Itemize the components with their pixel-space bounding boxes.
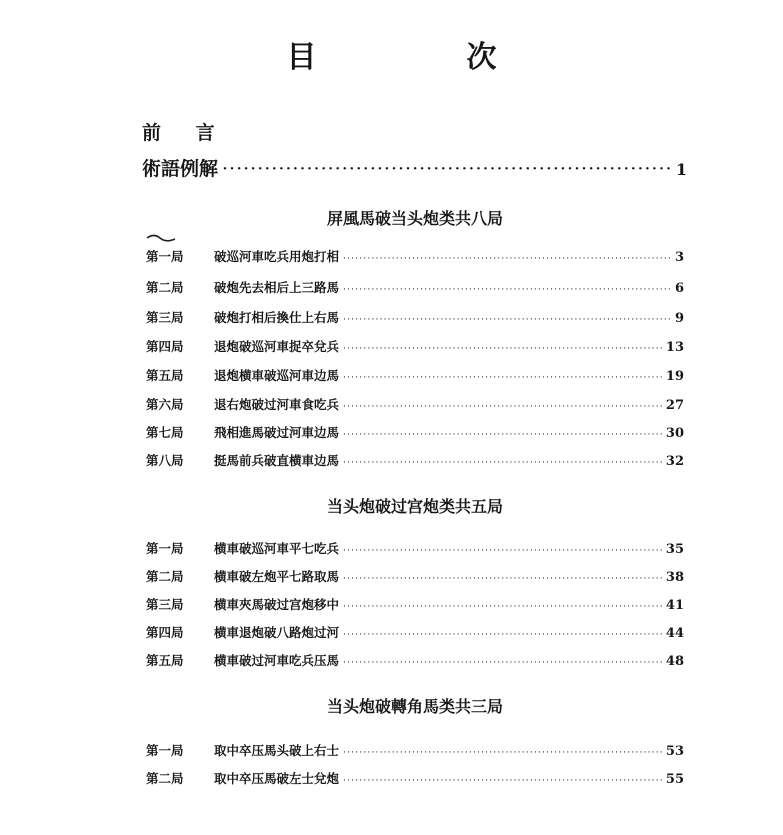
toc-entry[interactable] — [146, 337, 684, 355]
entry-title: 退炮破巡河車捉卒兌兵 — [214, 339, 340, 354]
page-number: 30 — [665, 426, 684, 441]
toc-terms[interactable] — [142, 154, 687, 181]
entry-title: 横車破巡河車平七吃兵 — [214, 541, 340, 556]
entry-number: 第一局 — [146, 541, 184, 556]
dot-leader — [222, 158, 672, 180]
entry-title: 横車破左炮平七路取馬 — [214, 569, 340, 584]
entry-number: 第六局 — [146, 397, 184, 412]
entry-title: 破炮打相后換仕上右馬 — [214, 310, 340, 325]
toc-preface[interactable] — [142, 118, 687, 145]
page-number: 35 — [665, 542, 684, 557]
page-number: 55 — [665, 772, 684, 787]
entry-number: 第一局 — [146, 743, 184, 758]
toc-entry[interactable] — [146, 539, 684, 557]
entry-title: 取中卒压馬头破上右士 — [214, 743, 340, 758]
dot-leader — [343, 458, 662, 468]
entry-title: 破炮先去相后上三路馬 — [214, 280, 340, 295]
entry-title: 破巡河車吃兵用炮打相 — [214, 249, 340, 264]
entry-number: 第一局 — [146, 249, 184, 264]
toc-entry[interactable] — [146, 769, 684, 787]
page-number: 53 — [665, 744, 684, 759]
entry-number: 第七局 — [146, 425, 184, 440]
dot-leader — [343, 373, 662, 383]
entry-number: 第二局 — [146, 771, 184, 786]
dot-leader — [343, 630, 662, 640]
entry-number: 第八局 — [146, 453, 184, 468]
page-number: 32 — [665, 454, 684, 469]
page-title: 目 次 — [286, 40, 557, 75]
toc-entry[interactable] — [146, 247, 684, 265]
toc-entry[interactable] — [146, 395, 684, 413]
toc-entry[interactable] — [146, 623, 684, 641]
section-heading: 屏風馬破当头炮类共八局 — [326, 209, 503, 228]
toc-preface-label: 前 言 — [142, 122, 229, 144]
dot-leader — [343, 574, 662, 584]
page-number: 3 — [674, 250, 684, 265]
page-number: 44 — [665, 626, 684, 641]
entry-title: 取中卒压馬破左士兌炮 — [214, 771, 340, 786]
section-heading: 当头炮破过宫炮类共五局 — [326, 497, 503, 516]
toc-entry[interactable] — [146, 308, 684, 326]
entry-title: 退右炮破过河車食吃兵 — [214, 397, 340, 412]
page-number: 38 — [665, 570, 684, 585]
entry-title: 退炮横車破巡河車边馬 — [214, 368, 340, 383]
dot-leader — [343, 344, 662, 354]
dot-leader — [343, 430, 662, 440]
page-number: 9 — [674, 311, 684, 326]
toc-entry[interactable] — [146, 741, 684, 759]
page-number: 41 — [665, 598, 684, 613]
dot-leader — [343, 776, 662, 786]
page-number: 1 — [675, 160, 687, 179]
toc-terms-label: 術語例解 — [142, 158, 219, 180]
page-number: 27 — [665, 398, 684, 413]
dot-leader — [343, 285, 671, 295]
entry-title: 飛相進馬破过河車边馬 — [214, 425, 340, 440]
entry-number: 第二局 — [146, 280, 184, 295]
entry-title: 横車退炮破八路炮过河 — [214, 625, 340, 640]
dot-leader — [343, 748, 662, 758]
toc-entry[interactable] — [146, 451, 684, 469]
entry-number: 第三局 — [146, 597, 184, 612]
dot-leader — [343, 602, 662, 612]
toc-entry[interactable] — [146, 423, 684, 441]
entry-number: 第五局 — [146, 653, 184, 668]
toc-entry[interactable] — [146, 278, 684, 296]
entry-number: 第四局 — [146, 339, 184, 354]
page-number: 6 — [674, 281, 684, 296]
entry-number: 第五局 — [146, 368, 184, 383]
dot-leader — [343, 658, 662, 668]
dot-leader — [343, 315, 671, 325]
toc-entry[interactable] — [146, 651, 684, 669]
section-heading: 当头炮破轉角馬类共三局 — [326, 697, 503, 716]
entry-title: 挺馬前兵破直横車边馬 — [214, 453, 340, 468]
entry-number: 第四局 — [146, 625, 184, 640]
toc-entry[interactable] — [146, 366, 684, 384]
page-number: 48 — [665, 654, 684, 669]
entry-number: 第三局 — [146, 310, 184, 325]
entry-title: 横車破过河車吃兵压馬 — [214, 653, 340, 668]
ink-mark-icon — [146, 233, 176, 243]
dot-leader — [343, 402, 662, 412]
toc-entry[interactable] — [146, 595, 684, 613]
page-number: 13 — [665, 340, 684, 355]
entry-number: 第二局 — [146, 569, 184, 584]
dot-leader — [343, 254, 671, 264]
dot-leader — [343, 546, 662, 556]
entry-title: 横車夾馬破过宫炮移中 — [214, 597, 340, 612]
toc-entry[interactable] — [146, 567, 684, 585]
page-number: 19 — [665, 369, 684, 384]
